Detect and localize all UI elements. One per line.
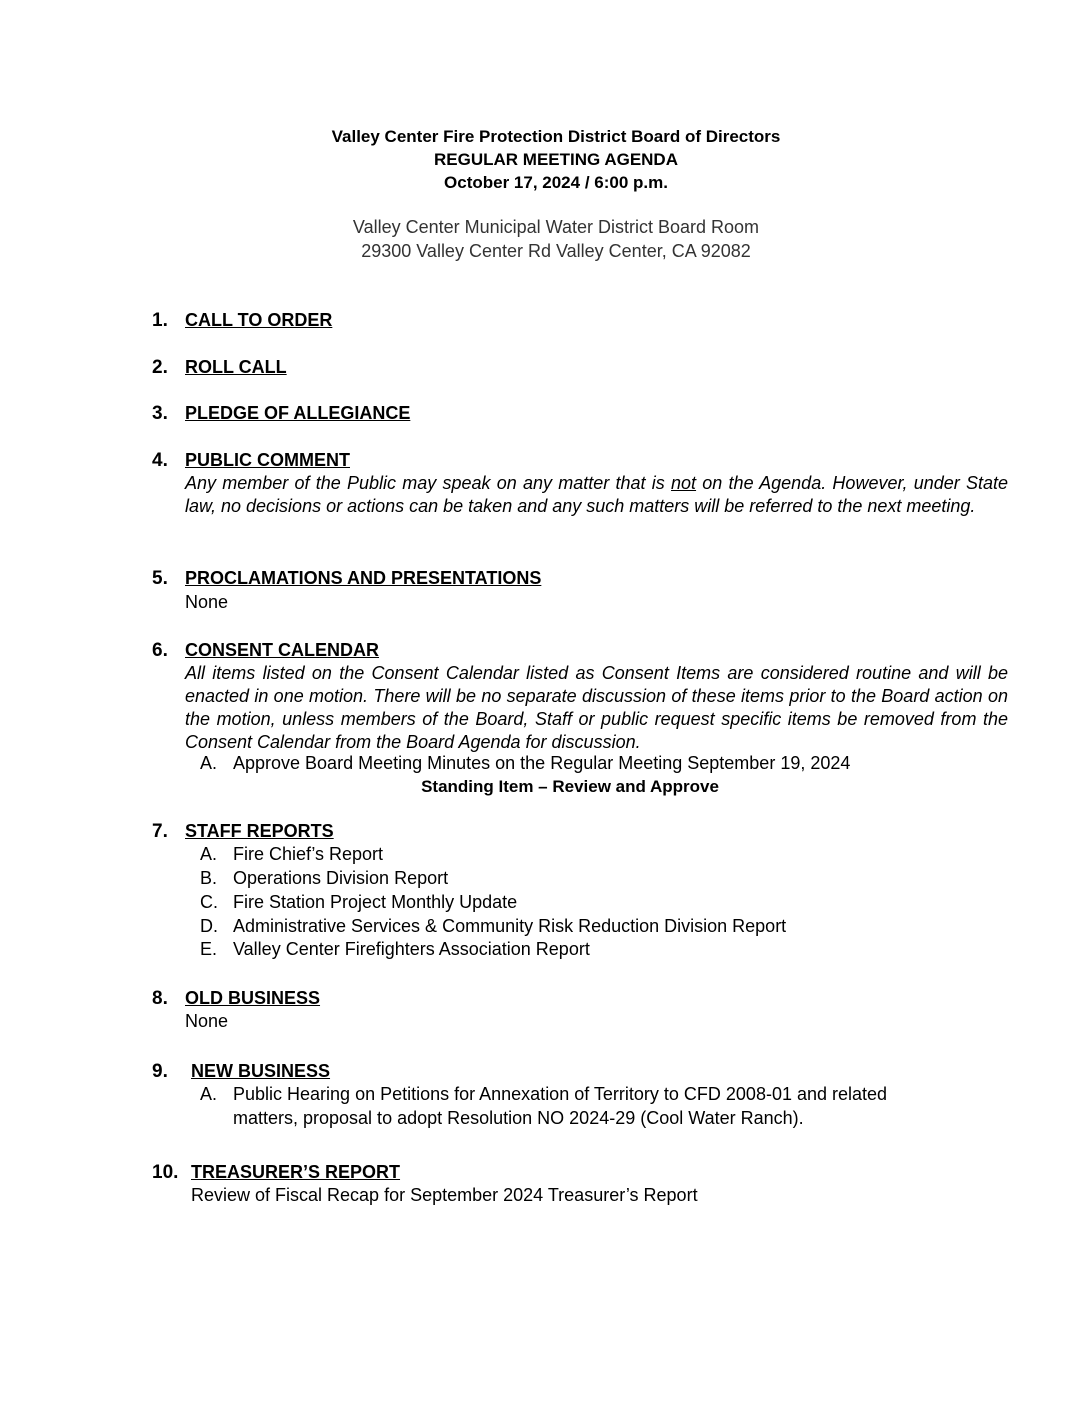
item-number: 3. — [152, 403, 168, 424]
item-number: 4. — [152, 450, 168, 471]
standing-item-note: Standing Item – Review and Approve — [421, 777, 719, 796]
item-title: CONSENT CALENDAR — [185, 640, 380, 660]
public-comment-text — [185, 472, 1008, 518]
sub-item-text: Administrative Services & Community Risk Reduction Division Report — [233, 916, 787, 936]
item-number: 6. — [152, 640, 168, 661]
sub-item-text: Approve Board Meeting Minutes on the Regular Meeting September 19, 2024 — [233, 753, 851, 773]
text-segment: Any member of the Public may speak on any matter that is — [185, 473, 672, 493]
item-number: 1. — [152, 310, 168, 331]
item-title: OLD BUSINESS — [185, 988, 321, 1008]
sub-item-letter: A. — [200, 753, 218, 773]
sub-item-letter: B. — [200, 868, 218, 888]
item-title: TREASURER’S REPORT — [191, 1162, 401, 1182]
sub-item-text: Fire Chief’s Report — [233, 844, 384, 864]
header-date: October 17, 2024 / 6:00 p.m. — [444, 173, 668, 192]
sub-item-letter: D. — [200, 916, 218, 936]
sub-item-text: Valley Center Firefighters Association Report — [233, 939, 590, 959]
item-title: STAFF REPORTS — [185, 821, 334, 841]
sub-item-text: Operations Division Report — [233, 868, 449, 888]
sub-item-text: Fire Station Project Monthly Update — [233, 892, 518, 912]
location-room: Valley Center Municipal Water District Board Room — [352, 217, 760, 237]
item-text: Review of Fiscal Recap for September 2024 Treasurer’s Report — [191, 1185, 698, 1205]
sub-item-text-line2: matters, proposal to adopt Resolution NO 2024-29 (Cool Water Ranch). — [233, 1108, 804, 1128]
sub-item-letter: A. — [200, 1084, 218, 1104]
item-title: NEW BUSINESS — [191, 1061, 331, 1081]
header-meeting-type: REGULAR MEETING AGENDA — [434, 150, 678, 169]
item-number: 9. — [152, 1061, 168, 1082]
sub-item-text-line1: Public Hearing on Petitions for Annexation of Territory to CFD 2008-01 and related — [233, 1084, 888, 1104]
header-org: Valley Center Fire Protection District Board of Directors — [331, 127, 781, 146]
sub-item-letter: A. — [200, 844, 218, 864]
sub-item-letter: C. — [200, 892, 218, 912]
item-number: 2. — [152, 357, 168, 378]
item-text: None — [185, 1011, 229, 1031]
item-number: 7. — [152, 821, 168, 842]
sub-item-letter: E. — [200, 939, 218, 959]
consent-calendar-text: All items listed on the Consent Calendar listed as Consent Items are considered routine and will be enacted in one motion. There will be no separate discussion of these items prior to the Board action on the motion, unless members of the Board, Staff or public request specific items be removed from the Consent Calendar from the Board Agenda for discussion. — [185, 663, 1008, 752]
item-title: PUBLIC COMMENT — [185, 450, 350, 470]
item-title: ROLL CALL — [185, 357, 287, 377]
item-title: PROCLAMATIONS AND PRESENTATIONS — [185, 568, 542, 588]
text-segment: on the Agenda. However, under State law, no decisions or actions can be taken and any such matters will be referred to the next meeting. — [185, 473, 1009, 516]
emphasis-not: not — [671, 473, 697, 493]
location-address: 29300 Valley Center Rd Valley Center, CA 92082 — [361, 241, 751, 261]
item-number: 10. — [152, 1162, 179, 1183]
item-number: 8. — [152, 988, 168, 1009]
item-title: CALL TO ORDER — [185, 310, 333, 330]
item-number: 5. — [152, 568, 168, 589]
item-title: PLEDGE OF ALLEGIANCE — [185, 403, 411, 423]
item-text: None — [185, 592, 229, 612]
